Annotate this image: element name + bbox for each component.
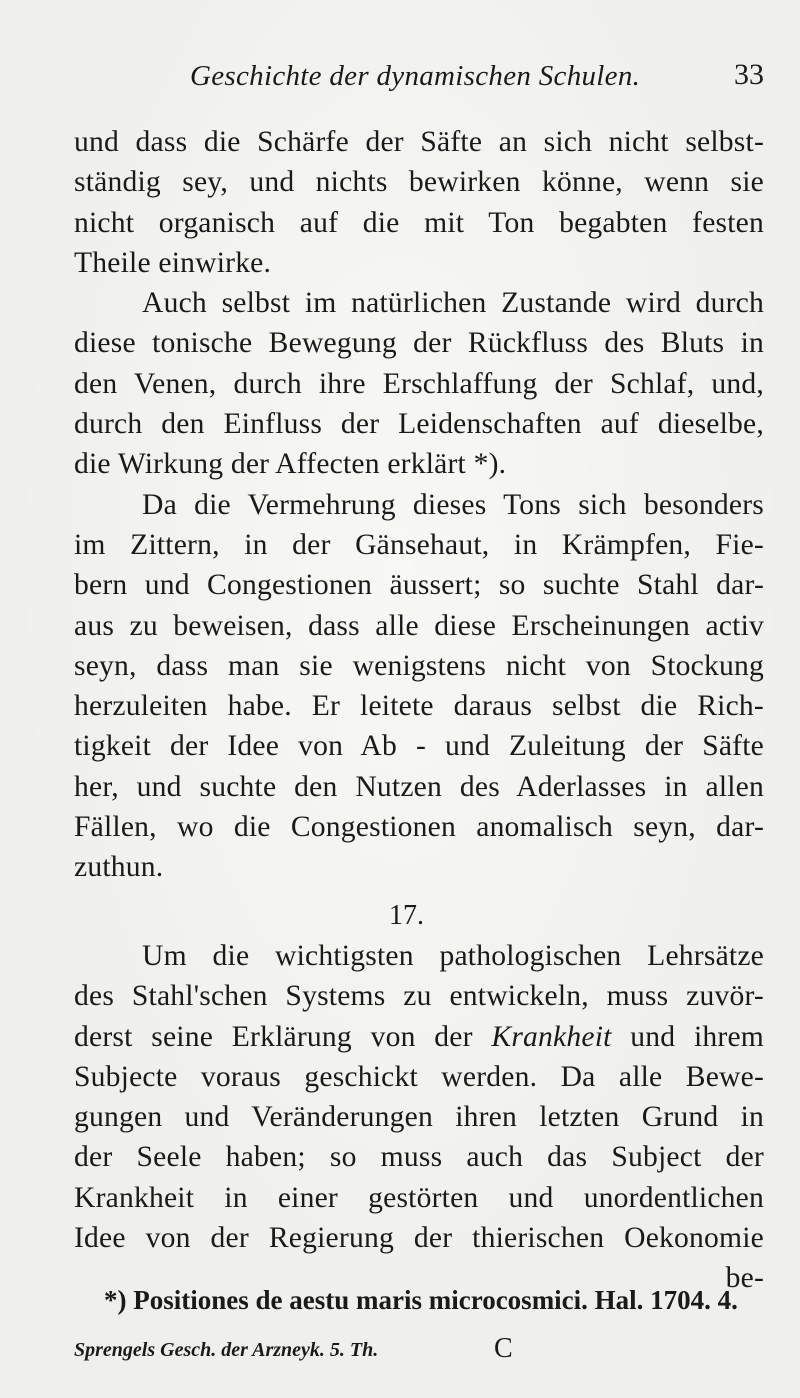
section-number: 17. — [389, 899, 424, 931]
text-line: her, und suchte den Nutzen des Aderlasses in allen — [74, 770, 764, 803]
text-line: herzuleiten habe. Er leitete daraus selbst die Rich- — [74, 690, 764, 723]
text-line: den Venen, durch ihre Erschlaffung der Schlaf, und, — [74, 367, 764, 400]
page-number: 33 — [734, 58, 764, 91]
text-line-with-emphasis — [74, 1017, 764, 1057]
text-line: der Seele haben; so muss auch das Subject der — [74, 1141, 764, 1174]
text-line: Idee von der Regierung der thierischen Oekonomie — [74, 1222, 764, 1255]
footnote: *) Positiones de aestu maris microcosmici. Hal. 1704. 4. — [104, 1285, 738, 1315]
text-fragment: und ihrem — [611, 1020, 764, 1053]
text-line: aus zu beweisen, dass alle diese Erscheinungen activ — [74, 609, 764, 642]
text-line: Subjecte voraus geschickt werden. Da alle Bewe- — [74, 1060, 764, 1093]
page-header — [0, 58, 800, 98]
signature-mark: C — [494, 1333, 513, 1364]
text-line: bern und Congestionen äussert; so suchte Stahl dar- — [74, 569, 764, 602]
text-line: ständig sey, und nichts bewirken könne, wenn sie — [74, 166, 764, 199]
text-line: seyn, dass man sie wenigstens nicht von Stockung — [74, 649, 764, 682]
body-text — [74, 122, 764, 1299]
text-line: im Zittern, in der Gänsehaut, in Krämpfen, Fie- — [74, 528, 764, 561]
text-line: durch den Einfluss der Leidenschaften auf dieselbe, — [74, 408, 764, 441]
text-line: diese tonische Bewegung der Rückfluss des Bluts in — [74, 327, 764, 360]
text-line: tigkeit der Idee von Ab - und Zuleitung der Säfte — [74, 730, 764, 763]
text-line: gungen und Veränderungen ihren letzten Grund in — [74, 1101, 764, 1134]
text-line: die Wirkung der Affecten erklärt *). — [74, 448, 507, 481]
text-line: Um die wichtigsten pathologischen Lehrsätze — [142, 939, 764, 972]
text-line: Krankheit in einer gestörten und unordentlichen — [74, 1181, 764, 1214]
catchword: be- — [725, 1262, 764, 1295]
emphasized-word: Krankheit — [491, 1020, 612, 1053]
text-fragment: derst seine Erklärung von der — [74, 1020, 492, 1053]
text-line: Theile einwirke. — [74, 246, 272, 279]
signature-text: Sprengels Gesch. der Arzneyk. 5. Th. — [74, 1339, 379, 1361]
printer-signature — [74, 1333, 674, 1373]
running-title: Geschichte der dynamischen Schulen. — [190, 60, 641, 92]
text-line: und dass die Schärfe der Säfte an sich nicht selbst- — [74, 126, 764, 158]
text-line: nicht organisch auf die mit Ton begabten festen — [74, 206, 764, 239]
text-line: des Stahl'schen Systems zu entwickeln, muss zuvör- — [74, 980, 764, 1013]
text-line: Da die Vermehrung dieses Tons sich besonders — [142, 488, 764, 521]
text-line: zuthun. — [74, 851, 164, 884]
text-line: Fällen, wo die Congestionen anomalisch seyn, dar- — [74, 811, 764, 844]
text-line: Auch selbst im natürlichen Zustande wird durch — [142, 287, 764, 320]
